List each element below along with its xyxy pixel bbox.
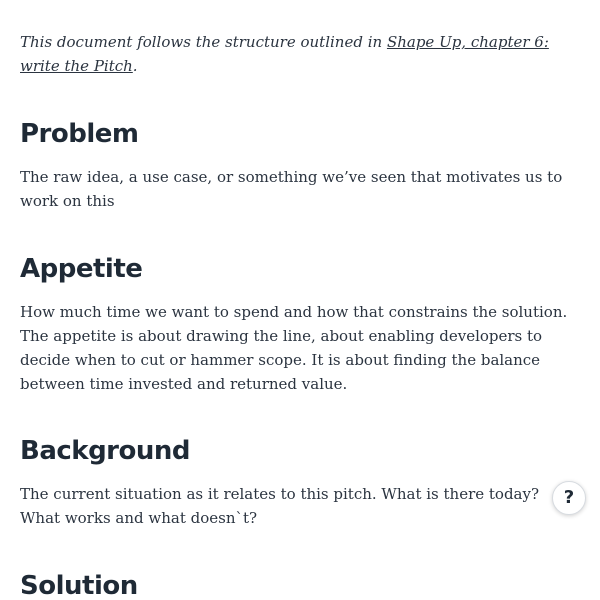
section-problem	[20, 118, 580, 213]
help-button[interactable]	[552, 481, 586, 515]
heading-solution: Solution	[20, 571, 138, 600]
section-background	[20, 435, 580, 530]
heading-appetite: Appetite	[20, 254, 143, 284]
section-appetite	[20, 253, 580, 396]
intro-prefix: This document follows the structure outlined in	[20, 33, 387, 51]
shape-up-link[interactable]: Shape Up, chapter 6: write the Pitch	[20, 33, 549, 75]
heading-problem: Problem	[20, 119, 139, 149]
body-background: The current situation as it relates to this pitch. What is there today? What works and what doesn`t?	[20, 485, 540, 527]
body-problem: The raw idea, a use case, or something we’ve seen that motivates us to work on this	[20, 168, 563, 210]
intro-paragraph	[20, 30, 580, 78]
section-solution	[20, 570, 580, 600]
intro-suffix: .	[132, 57, 138, 75]
heading-background: Background	[20, 436, 190, 466]
question-mark-icon: ?	[563, 487, 575, 508]
body-appetite: How much time we want to spend and how that constrains the solution. The appetite is about drawing the line, about enabling developers to decide when to cut or hammer scope. It is about finding the balance between time invested and returned value.	[20, 303, 568, 393]
